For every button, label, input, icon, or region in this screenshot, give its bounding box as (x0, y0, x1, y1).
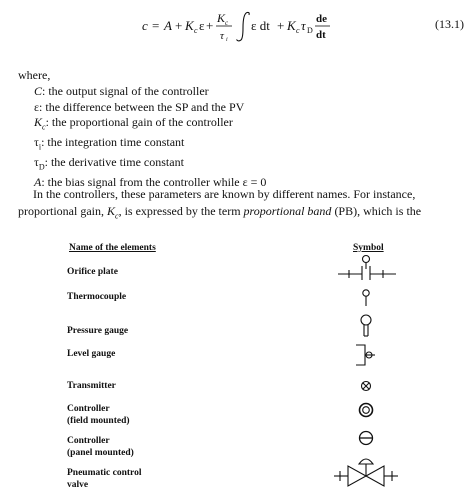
para-text: (PB), which is the (331, 203, 422, 218)
equation-formula (140, 6, 340, 52)
element-line: Transmitter (67, 381, 116, 391)
orifice-plate-icon (338, 256, 396, 281)
element-line: valve (67, 480, 89, 490)
element-line: Controller (67, 436, 110, 446)
para-k: K (106, 203, 115, 218)
eq-term-k-sub: c (194, 26, 198, 35)
element-line: (field mounted) (67, 416, 130, 426)
element-line: Thermocouple (67, 292, 127, 302)
element-line: Pressure gauge (67, 326, 129, 336)
def-text: : the difference between the SP and the PV (39, 99, 245, 114)
where-label: where, (18, 68, 51, 82)
definition-item (34, 84, 266, 100)
column-header-name: Name of the elements (69, 243, 156, 253)
field-controller-icon (360, 404, 373, 417)
def-text: : the proportional gain of the controller (45, 115, 233, 130)
def-symbol: C (34, 84, 43, 98)
para-italic-term: proportional band (243, 203, 332, 218)
definition-item (34, 115, 266, 135)
eq-term-eps: ε (199, 18, 205, 33)
def-symbol: K (34, 115, 43, 130)
definition-item (34, 155, 266, 175)
element-line: Level gauge (67, 349, 116, 359)
body-paragraph (18, 186, 464, 224)
eq-frac-den-sub: i (226, 37, 228, 43)
eq-term-k2: K (287, 18, 296, 33)
eq-plus-3: + (277, 18, 285, 33)
para-text: proportional gain, (18, 203, 107, 218)
column-header-symbol: Symbol (353, 243, 384, 253)
def-symbol: A (34, 175, 42, 190)
definition-item (34, 135, 266, 155)
eq-lhs: c (142, 18, 148, 33)
element-name-transmitter (67, 380, 116, 392)
element-line: Orifice plate (67, 267, 118, 277)
eq-term-tau-sub: D (307, 26, 313, 35)
eq-term-k: K (185, 18, 194, 33)
definition-item (34, 100, 266, 116)
paragraph-line-2 (18, 203, 464, 225)
eq-term-a: A (164, 18, 172, 33)
element-line: (panel mounted) (67, 448, 134, 458)
eq-frac-num: K (217, 11, 226, 25)
def-symbol: τ (34, 155, 39, 170)
eq-term-k2-sub: c (296, 26, 300, 35)
element-name-level-gauge (67, 348, 115, 360)
element-line: Controller (67, 404, 110, 414)
para-k-sub: c (115, 210, 119, 220)
element-name-pneumatic-valve (67, 467, 142, 491)
symbols-column (318, 252, 418, 492)
def-symbol: τ (34, 135, 39, 150)
element-name-orifice (67, 266, 118, 278)
eq-frac-num-sub: c (225, 19, 229, 27)
pressure-gauge-icon (361, 315, 371, 336)
def-symbol: ε (34, 99, 40, 114)
element-name-pressure-gauge (67, 325, 128, 337)
para-text: , is expressed by the term (118, 203, 244, 218)
def-text: : the bias signal from the controller while ε = 0 (41, 175, 267, 190)
def-sub: D (38, 162, 45, 172)
def-text: : the derivative time constant (44, 155, 184, 170)
definitions-list (34, 84, 266, 191)
eq-plus-2: + (206, 18, 214, 33)
eq-equals: = (152, 18, 160, 33)
equation-number: (13.1) (435, 17, 464, 31)
paragraph-line-1: In the controllers, these parameters are known by different names. For instance, (33, 187, 416, 201)
def-text: : the integration time constant (41, 135, 185, 150)
thermocouple-icon (363, 290, 369, 306)
def-sub: i (38, 142, 42, 152)
element-name-thermocouple (67, 291, 126, 303)
eq-term-tau: τ (301, 18, 306, 33)
eq-plus-1: + (175, 18, 183, 33)
def-sub: c (42, 122, 46, 132)
def-text: : the output signal of the controller (42, 84, 209, 98)
element-name-field-controller (67, 403, 130, 427)
transmitter-icon (362, 382, 371, 391)
eq-integrand: ε dt (251, 18, 270, 33)
element-name-panel-controller (67, 435, 134, 459)
eq-frac-den: τ (220, 30, 224, 42)
integral-icon (237, 12, 250, 40)
equation (0, 6, 473, 52)
panel-controller-icon (360, 432, 373, 445)
eq-deriv-num: de (316, 13, 327, 25)
element-line: Pneumatic control (67, 468, 142, 478)
level-gauge-icon (356, 345, 375, 365)
pneumatic-valve-icon (334, 459, 398, 486)
eq-deriv-den: dt (316, 29, 326, 41)
